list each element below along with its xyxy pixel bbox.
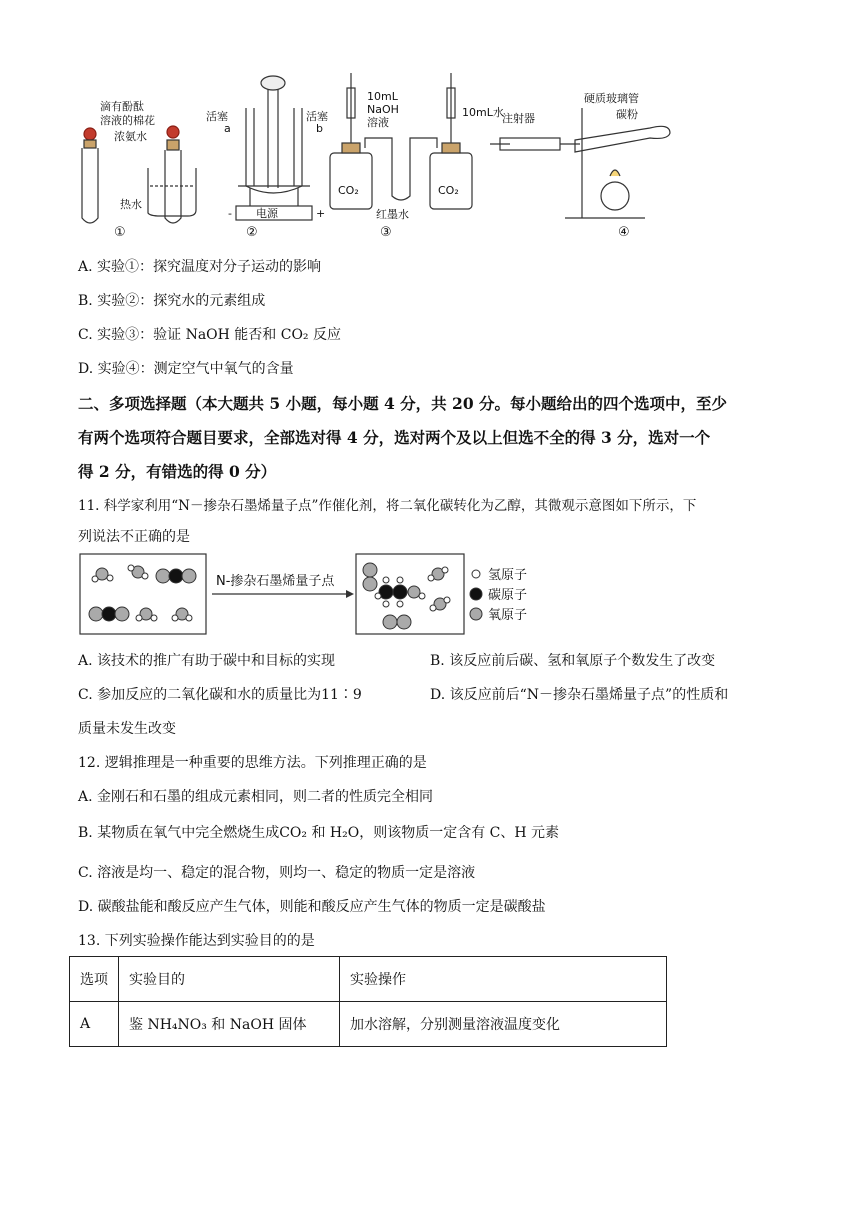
exp2-valve-a-label: 活塞 bbox=[206, 110, 228, 123]
exp3-co2-left-label: CO₂ bbox=[338, 184, 359, 197]
q10-option-b: B. 实验②：探究水的元素组成 bbox=[78, 293, 266, 309]
bottle-left bbox=[330, 153, 372, 209]
exp4-tube-label: 硬质玻璃管 bbox=[584, 92, 639, 105]
header-option: 选项 bbox=[70, 957, 119, 1002]
q10-option-d: D. 实验④：测定空气中氧气的含量 bbox=[78, 361, 294, 377]
section2-heading-line1: 二、多项选择题（本大题共 5 小题，每小题 4 分，共 20 分。每小题给出的四个选项中，至少 bbox=[78, 394, 728, 413]
exp3-water-label: 10mL水 bbox=[462, 106, 504, 119]
q11-option-c: C. 参加反应的二氧化碳和水的质量比为11∶9 bbox=[78, 687, 362, 703]
experiment-figures bbox=[70, 68, 690, 243]
exp3-naoh-label-1: 10mL bbox=[367, 90, 398, 103]
exp2-plus-label: + bbox=[316, 207, 326, 220]
exp3-naoh-label-3: 溶液 bbox=[367, 116, 389, 129]
exp2-b-label: b bbox=[316, 122, 323, 135]
dropper-bulb-left bbox=[84, 128, 96, 140]
q13-table bbox=[69, 956, 667, 1047]
exp1-hot-water-label: 热水 bbox=[120, 198, 142, 211]
cell-purpose: 鉴 NH₄NO₃ 和 NaOH 固体 bbox=[119, 1002, 340, 1047]
figure-label-1: ① bbox=[114, 225, 126, 240]
tube-a bbox=[246, 108, 254, 186]
glass-tube bbox=[575, 126, 670, 152]
legend-oxygen: 氧原子 bbox=[488, 608, 528, 623]
q12-option-b: B. 某物质在氧气中完全燃烧生成CO₂ 和 H₂O，则该物质一定含有 C、H 元素 bbox=[78, 825, 560, 841]
q11-stem-line2: 列说法不正确的是 bbox=[78, 529, 190, 545]
header-operation: 实验操作 bbox=[340, 957, 667, 1002]
table-header-row bbox=[70, 957, 667, 1002]
section2-heading-line3: 得 2 分，有错选的得 0 分） bbox=[78, 462, 277, 481]
legend-carbon: 碳原子 bbox=[488, 588, 528, 603]
exp2-minus-label: - bbox=[228, 207, 232, 220]
cell-option: A bbox=[70, 1002, 119, 1047]
q11-option-b: B. 该反应前后碳、氢和氧原子个数发生了改变 bbox=[430, 653, 716, 669]
exp3-red-ink-label: 红墨水 bbox=[376, 208, 409, 221]
exp3-naoh-label-2: NaOH bbox=[367, 103, 399, 116]
q12-option-a: A. 金刚石和石墨的组成元素相同，则二者的性质完全相同 bbox=[78, 789, 434, 805]
q10-option-a: A. 实验①：探究温度对分子运动的影响 bbox=[78, 259, 322, 275]
q11-option-a: A. 该技术的推广有助于碳中和目标的实现 bbox=[78, 653, 336, 669]
q12-option-d: D. 碳酸盐能和酸反应产生气体，则能和酸反应产生气体的物质一定是碳酸盐 bbox=[78, 899, 546, 915]
q12-option-c: C. 溶液是均一、稳定的混合物，则均一、稳定的物质一定是溶液 bbox=[78, 865, 476, 881]
q11-micro-diagram bbox=[78, 552, 538, 638]
table-row bbox=[70, 1002, 667, 1047]
bottle-right bbox=[430, 153, 472, 209]
exp1-ammonia-label: 浓氨水 bbox=[114, 130, 147, 143]
q13-stem: 13. 下列实验操作能达到实验目的的是 bbox=[78, 933, 315, 949]
exp4-carbon-label: 碳粉 bbox=[616, 108, 638, 121]
figure-label-3: ③ bbox=[380, 225, 392, 240]
exp1-cotton-label-2: 溶液的棉花 bbox=[100, 114, 155, 127]
figure-label-2: ② bbox=[246, 225, 258, 240]
exp2-a-label: a bbox=[224, 122, 231, 135]
figure-label-4: ④ bbox=[618, 225, 630, 240]
q11-stem-line1: 11. 科学家利用“N－掺杂石墨烯量子点”作催化剂，将二氧化碳转化为乙醇，其微观示意图如下所示，下 bbox=[78, 498, 697, 514]
exp4-syringe-label: 注射器 bbox=[502, 112, 535, 125]
test-tube-left bbox=[82, 148, 98, 223]
tube-b bbox=[294, 108, 302, 186]
q11-option-d: D. 该反应前后“N－掺杂石墨烯量子点”的性质和 bbox=[430, 687, 729, 703]
exp2-valve-b-label: 活塞 bbox=[306, 110, 328, 123]
q11-option-d-cont: 质量未发生改变 bbox=[78, 721, 176, 737]
beaker bbox=[148, 168, 196, 216]
catalyst-label: N-掺杂石墨烯量子点 bbox=[216, 574, 335, 589]
exp2-power-label: 电源 bbox=[256, 207, 278, 220]
alcohol-lamp bbox=[601, 182, 629, 210]
reactant-box bbox=[80, 554, 206, 634]
u-tube bbox=[365, 138, 437, 200]
q12-stem: 12. 逻辑推理是一种重要的思维方法。下列推理正确的是 bbox=[78, 755, 427, 771]
legend-hydrogen: 氢原子 bbox=[488, 568, 528, 583]
section2-heading-line2: 有两个选项符合题目要求，全部选对得 4 分，选对两个及以上但选不全的得 3 分，选对一个 bbox=[78, 428, 711, 447]
dropper-bulb-right bbox=[167, 126, 179, 138]
exp1-cotton-label: 滴有酚酞 bbox=[100, 100, 144, 113]
header-purpose: 实验目的 bbox=[119, 957, 340, 1002]
exp3-co2-right-label: CO₂ bbox=[438, 184, 459, 197]
q10-option-c: C. 实验③：验证 NaOH 能否和 CO₂ 反应 bbox=[78, 327, 341, 343]
cell-operation: 加水溶解，分别测量溶液温度变化 bbox=[340, 1002, 667, 1047]
